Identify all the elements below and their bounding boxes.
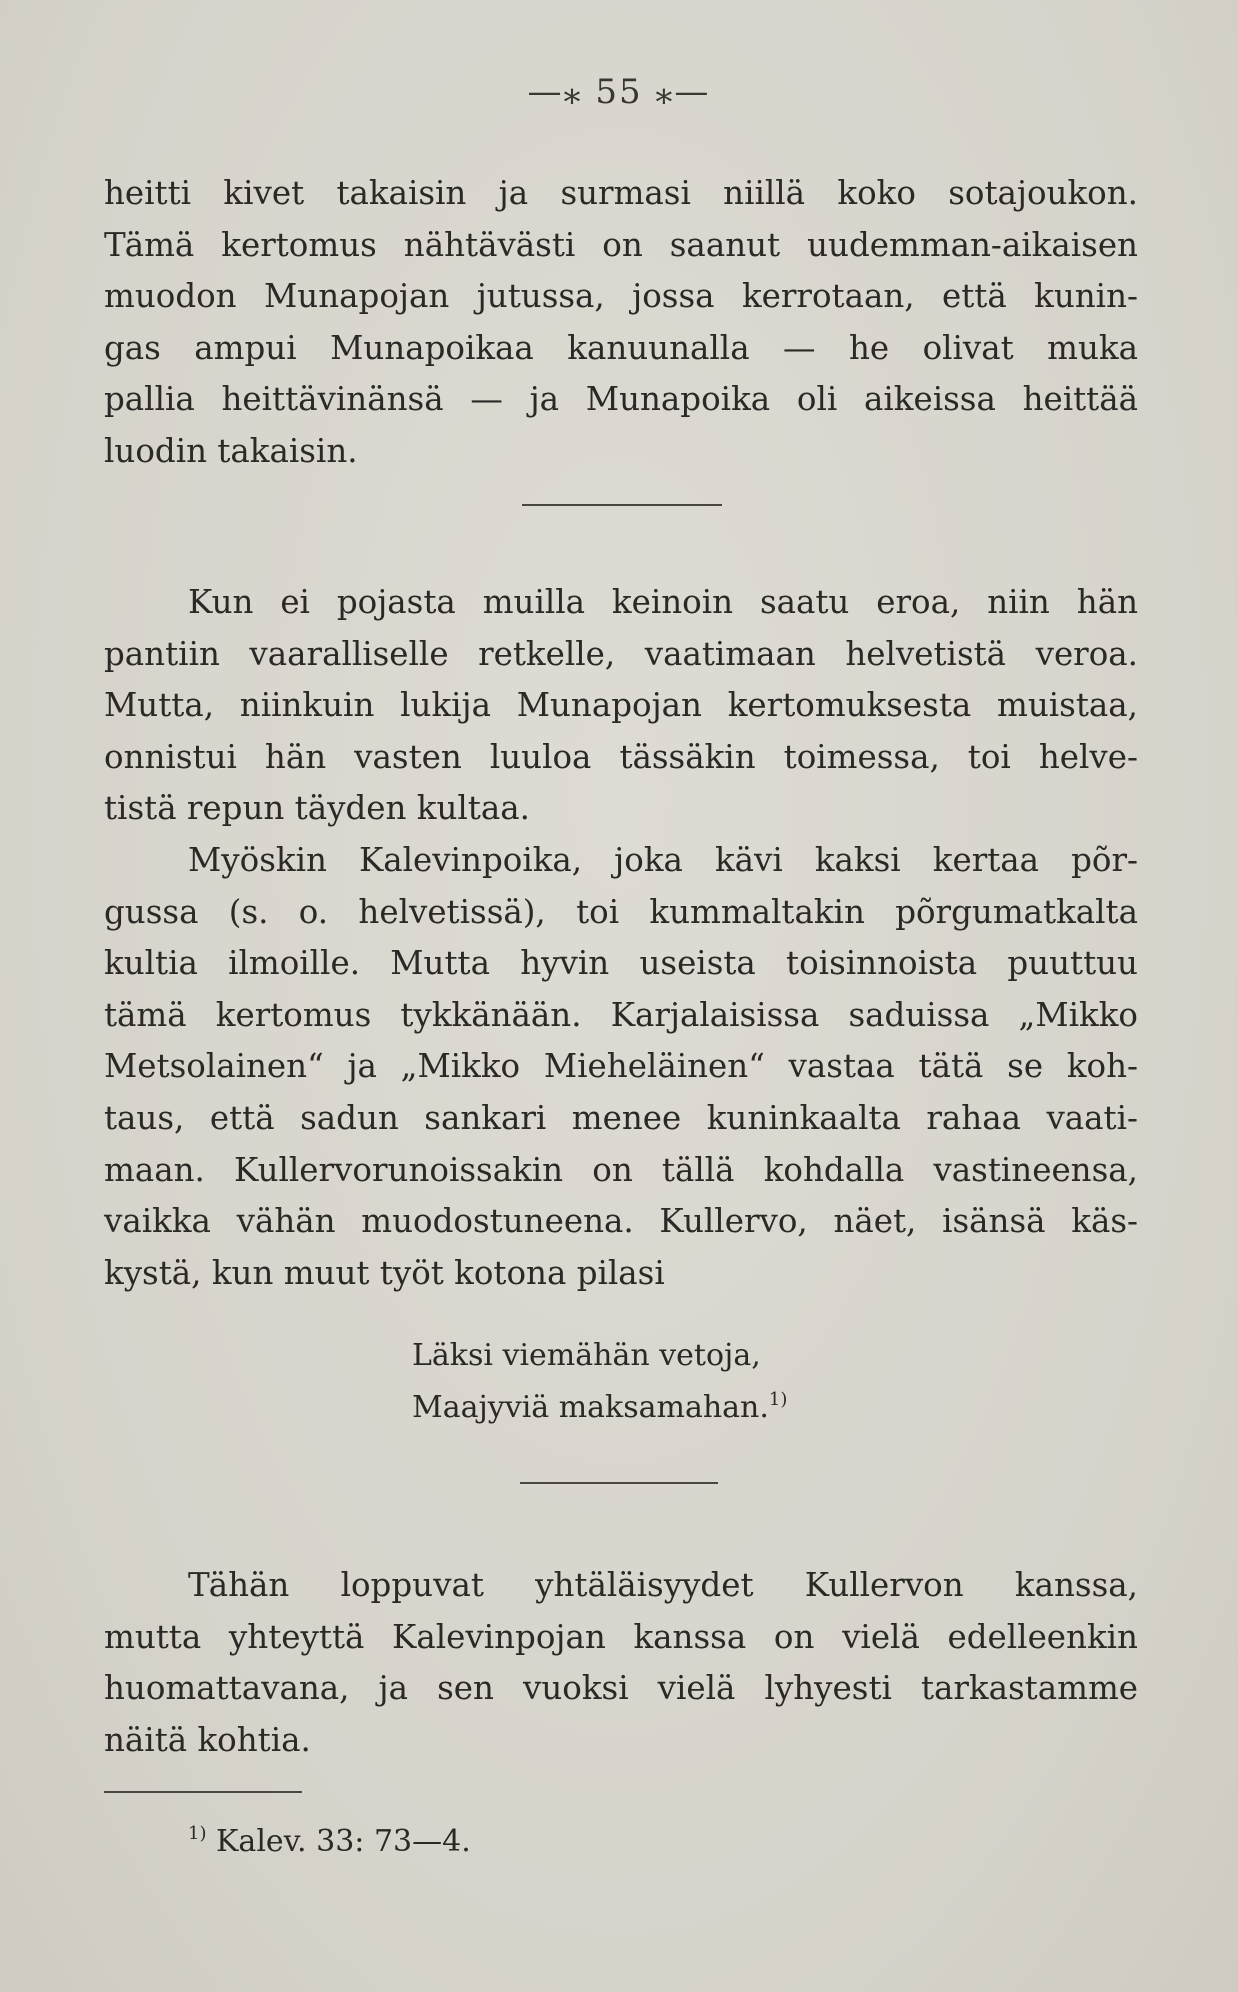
- text-line: kultia ilmoille. Mutta hyvin useista toisinnoista puuttuu: [104, 944, 1138, 983]
- paragraph-1: [104, 168, 1138, 478]
- text-line: Myöskin Kalevinpoika, joka kävi kaksi kertaa põr-: [188, 841, 1138, 879]
- poem-quote: [412, 1330, 1012, 1434]
- text-line: Mutta, niinkuin lukija Munapojan kertomuksesta muistaa,: [104, 686, 1138, 725]
- text-line: pallia heittävinänsä — ja Munapoika oli aikeissa heittää: [104, 380, 1138, 419]
- footnote-mark: 1): [188, 1823, 207, 1844]
- poem-line-text: Maajyviä maksamahan.: [412, 1390, 769, 1425]
- text-line: muodon Munapojan jutussa, jossa kerrotaan, että kunin-: [104, 277, 1138, 316]
- text-line: tistä repun täyden kultaa.: [104, 789, 530, 828]
- footnote: [188, 1822, 471, 1862]
- text-line: luodin takaisin.: [104, 431, 358, 470]
- paragraph-2: [104, 577, 1138, 835]
- text-line: Tähän loppuvat yhtäläisyydet Kullervon kanssa,: [188, 1566, 1138, 1604]
- text-line: Kun ei pojasta muilla keinoin saatu eroa, niin hän: [188, 583, 1138, 621]
- text-line: mutta yhteyttä Kalevinpojan kanssa on vielä edelleenkin: [104, 1617, 1138, 1656]
- text-line: taus, että sadun sankari menee kuninkaalta rahaa vaati-: [104, 1098, 1138, 1137]
- text-line: gussa (s. o. helvetissä), toi kummaltakin põrgumatkalta: [104, 892, 1138, 931]
- text-line: Tämä kertomus nähtävästi on saanut uudemman-aikaisen: [104, 225, 1138, 264]
- text-line: onnistui hän vasten luuloa tässäkin toimessa, toi helve-: [104, 737, 1138, 776]
- text-line: pantiin vaaralliselle retkelle, vaatimaan helvetistä veroa.: [104, 634, 1138, 673]
- section-divider: [520, 1482, 718, 1484]
- footnote-text: Kalev. 33: 73—4.: [206, 1824, 471, 1859]
- poem-line: Läksi viemähän vetoja,: [412, 1338, 761, 1373]
- text-line: tämä kertomus tykkänään. Karjalaisissa saduissa „Mikko: [104, 995, 1138, 1034]
- poem-line: [412, 1382, 1012, 1434]
- footnote-reference: 1): [768, 1389, 788, 1410]
- text-line: vaikka vähän muodostuneena. Kullervo, näet, isänsä käs-: [104, 1202, 1138, 1241]
- section-divider: [522, 504, 722, 506]
- text-line: huomattavana, ja sen vuoksi vielä lyhyesti tarkastamme: [104, 1669, 1138, 1708]
- page-number-header: —⁎ 55 ⁎—: [527, 72, 711, 112]
- paragraph-3: [104, 835, 1138, 1299]
- text-line: näitä kohtia.: [104, 1720, 311, 1759]
- paragraph-4: [104, 1560, 1138, 1766]
- footnote-divider: [104, 1791, 302, 1793]
- text-line: Metsolainen“ ja „Mikko Mieheläinen“ vastaa tätä se koh-: [104, 1047, 1138, 1086]
- text-line: kystä, kun muut työt kotona pilasi: [104, 1253, 665, 1292]
- text-line: maan. Kullervorunoissakin on tällä kohdalla vastineensa,: [104, 1150, 1138, 1189]
- text-line: gas ampui Munapoikaa kanuunalla — he olivat muka: [104, 328, 1138, 367]
- text-line: heitti kivet takaisin ja surmasi niillä koko sotajoukon.: [104, 174, 1138, 212]
